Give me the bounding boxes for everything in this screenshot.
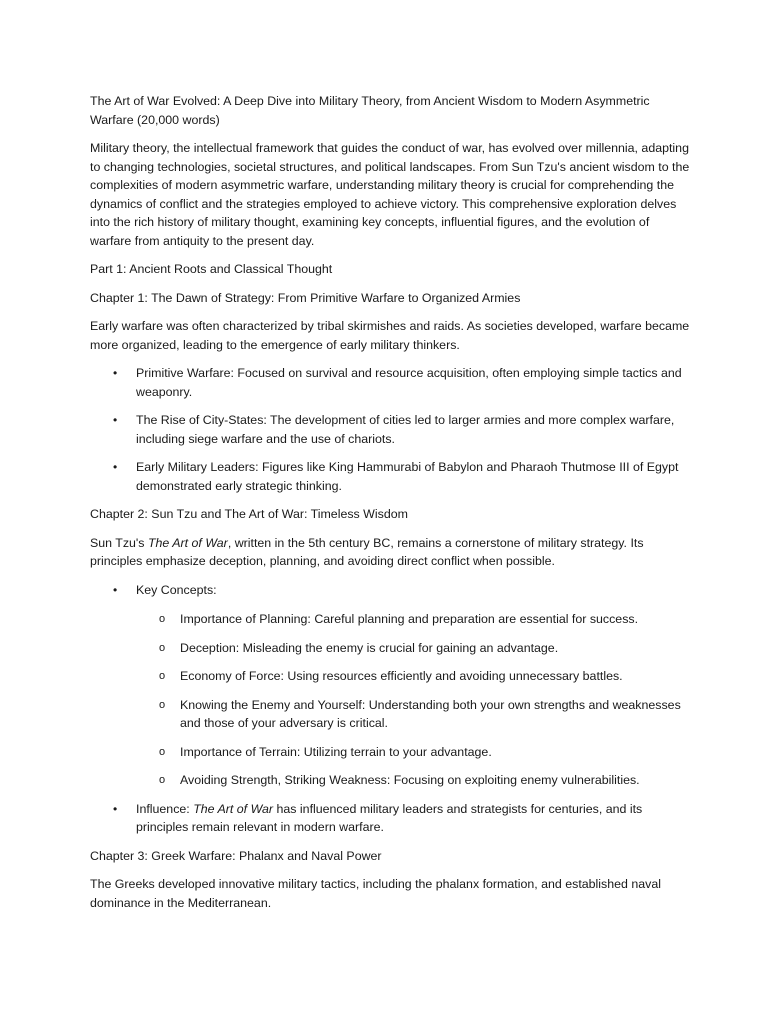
key-concepts-label: Key Concepts:	[136, 582, 217, 597]
sub-bullet-icon: o	[159, 774, 166, 786]
chapter-3-heading: Chapter 3: Greek Warfare: Phalanx and Naval Power	[90, 848, 382, 863]
list-item-text: Primitive Warfare: Focused on survival and resource acquisition, often employing simple tactics and weaponry.	[136, 366, 682, 399]
bullet-icon: •	[113, 366, 118, 380]
list-item	[90, 458, 690, 495]
chapter-2-body-start: Sun Tzu's	[90, 535, 148, 550]
sub-list-item-text: Economy of Force: Using resources efficiently and avoiding unnecessary battles.	[180, 669, 623, 683]
sub-list-item-text: Deception: Misleading the enemy is crucial for gaining an advantage.	[180, 640, 559, 655]
list-item	[90, 581, 690, 790]
sub-list-item-text: Avoiding Strength, Striking Weakness: Focusing on exploiting enemy vulnerabilities.	[180, 773, 640, 787]
list-item-text: Early Military Leaders: Figures like King Hammurabi of Babylon and Pharaoh Thutmose III of Egypt demonstrated early strategic thinking.	[136, 460, 679, 493]
sub-list-item	[136, 667, 690, 686]
list-item	[90, 800, 690, 837]
sub-list-item-text: Importance of Planning: Careful planning and preparation are essential for success.	[180, 612, 639, 626]
list-item	[90, 364, 690, 401]
sub-list-item	[136, 639, 690, 658]
document-title: The Art of War Evolved: A Deep Dive into Military Theory, from Ancient Wisdom to Modern Asymmetric Warfare (20,000 words)	[90, 94, 650, 127]
list-item-text: The Rise of City-States: The development of cities led to larger armies and more complex warfare, including siege warfare and the use of chariots.	[136, 413, 675, 446]
influence-body: has influenced military leaders and strategists for centuries, and its principles remain relevant in modern warfare.	[136, 801, 643, 834]
key-concepts-list	[136, 610, 690, 790]
sub-list-item	[136, 743, 690, 762]
influence-text	[136, 802, 642, 835]
document-page	[90, 92, 690, 922]
chapter-1-heading: Chapter 1: The Dawn of Strategy: From Primitive Warfare to Organized Armies	[90, 290, 521, 305]
sub-bullet-icon: o	[159, 745, 166, 758]
book-title-italic: The Art of War	[193, 801, 274, 816]
intro-paragraph: Military theory, the intellectual framework that guides the conduct of war, has evolved over millennia, adapting to changing technologies, societal structures, and political landscapes. From Sun Tzu's ancient wisdom to the complexities of modern asymmetric warfare, understanding military theory is crucial for comprehending the dynamics of conflict and the strategies employed to achieve victory. This comprehensive exploration delves into the rich history of military thought, examining key concepts, influential figures, and the evolution of warfare from antiquity to the present day.	[90, 141, 690, 248]
bullet-icon: •	[113, 413, 118, 427]
chapter-2-body-end: , written in the 5th century BC, remains a cornerstone of military strategy. Its principles emphasize deception, planning, and avoiding direct conflict when possible.	[90, 535, 644, 568]
bullet-icon: •	[113, 582, 118, 597]
sub-list-item-text: Importance of Terrain: Utilizing terrain to your advantage.	[180, 744, 492, 759]
sub-list-item-text: Knowing the Enemy and Yourself: Understanding both your own strengths and weaknesses and those of your adversary is critical.	[180, 697, 681, 730]
list-item	[90, 411, 690, 448]
sub-list-item	[136, 771, 690, 790]
sub-bullet-icon: o	[159, 670, 166, 682]
sub-list-item	[136, 696, 690, 733]
chapter-2-bullet-list	[90, 581, 690, 837]
bullet-icon: •	[113, 801, 118, 816]
influence-label: Influence:	[136, 801, 194, 816]
sub-bullet-icon: o	[159, 641, 166, 654]
sub-bullet-icon: o	[159, 613, 166, 625]
chapter-2-heading: Chapter 2: Sun Tzu and The Art of War: Timeless Wisdom	[90, 507, 408, 521]
chapter-2-body	[90, 534, 690, 571]
sub-list-item	[136, 610, 690, 629]
chapter-1-bullet-list	[90, 364, 690, 495]
book-title-italic: The Art of War	[147, 535, 228, 550]
chapter-3-body: The Greeks developed innovative military tactics, including the phalanx formation, and established naval dominance in the Mediterranean.	[90, 877, 661, 910]
sub-bullet-icon: o	[159, 698, 166, 711]
bullet-icon: •	[113, 460, 118, 474]
part-heading: Part 1: Ancient Roots and Classical Thought	[90, 262, 333, 276]
chapter-1-body: Early warfare was often characterized by tribal skirmishes and raids. As societies developed, warfare became more organized, leading to the emergence of early military thinkers.	[90, 319, 690, 352]
